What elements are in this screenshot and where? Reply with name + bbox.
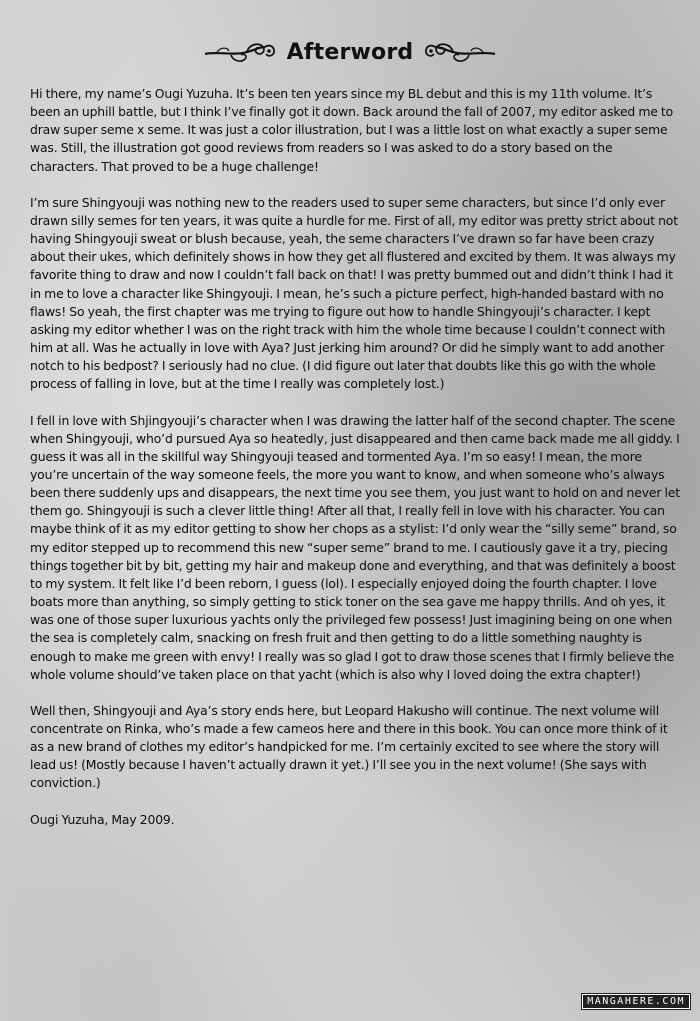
page-title: Afterword	[286, 39, 414, 65]
paragraph-next-volume: Well then, Shingyouji and Aya’s story ends here, but Leopard Hakusho will continue. The next volume will concentrate on Rinka, who’s made a few cameos here and there in this book. You can once more think of it as a new brand of clothes my editor’s handpicked for me. I’m certainly excited to see where the story will lead us! (Mostly because I haven’t actually drawn it yet.) I’ll see you in the next volume! (She says with conviction.)	[30, 702, 668, 791]
header	[0, 30, 700, 74]
paragraph-intro: Hi there, my name’s Ougi Yuzuha. It’s been ten years since my BL debut and this is my 11th volume. It’s been an uphill battle, but I think I’ve finally got it down. Back around the fall of 2007, my editor asked me to draw super seme x seme. It was just a color illustration, but I was a little lost on what exactly a super seme was. Still, the illustration got good reviews from readers so I was asked to do a story based on the characters. That proved to be a huge challenge!	[30, 86, 674, 174]
afterword-body	[30, 85, 682, 847]
site-watermark: MANGAHERE.COM	[582, 994, 690, 1009]
paragraph-falling-in-love: I fell in love with Shjingyouji’s character when I was drawing the latter half of the second chapter. The scene when Shingyouji, who’d pursued Aya so heatedly, just disappeared and then came back made me all giddy. I guess it was all in the skillful way Shingyouji teased and tormented Aya. I’m so easy! I mean, the more you’re uncertain of the way someone feels, the more you want to know, and when someone who’s always been there suddenly ups and disappears, the next time you see them, you just want to hold on and never let them go. Shingyouji is such a clever little thing! After all that, I really fell in love with his character. You can maybe think of it as my editor getting to show her chops as a stylist: I’d only wear the “silly seme” brand, so my editor stepped up to recommend this new “super seme” brand to me. I cautiously gave it a try, piecing things together bit by bit, getting my hair and makeup done and everything, and that was definitely a boost to my system. It felt like I’d been reborn, I guess (lol). I especially enjoyed doing the fourth chapter. I love boats more than anything, so simply getting to stick toner on the sea gave me happy thrills. And oh yes, it was one of those super luxurious yachts only the privileged few possess! Just imagining being on one when the sea is completely calm, snacking on fresh fruit and then getting to do a little something naughty is enough to make me green with envy! I really was so glad I got to draw those scenes that I firmly believe the whole volume should’ve taken place on that yacht (which is also why I loved doing the extra chapter!)	[30, 412, 680, 682]
paragraph-shingyouji-hurdle: I’m sure Shingyouji was nothing new to the readers used to super seme characters, but since I’d only ever drawn silly semes for ten years, it was quite a hurdle for me. First of all, my editor was pretty strict about not having Shingyouji sweat or blush because, yeah, the seme characters I’ve drawn so far have been crazy about their ukes, which definitely shows in how they get all flustered and excited by them. It was always my favorite thing to draw and now I couldn’t fall back on that! I was pretty bummed out and didn’t think I had it in me to love a character like Shingyouji. I mean, he’s such a picture perfect, high-handed bastard with no flaws! So yeah, the first chapter was me trying to figure out how to handle Shingyouji’s character. I kept asking my editor whether I was on the right track with him the whole time because I couldn’t connect with him at all. Was he actually in love with Aya? Just jerking him around? Or did he simply want to add another notch to his bedpost? I seriously had no clue. (I did figure out later that doubts like this go with the whole process of falling in love, but at the time I really was completely lost.)	[30, 194, 678, 392]
flourish-left-icon	[203, 37, 277, 67]
signature: Ougi Yuzuha, May 2009.	[30, 811, 175, 827]
flourish-right-icon	[423, 37, 497, 67]
